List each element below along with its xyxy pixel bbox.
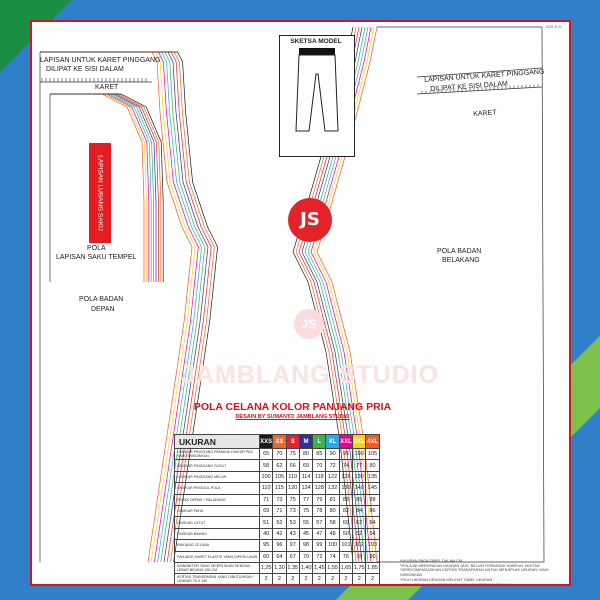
size-value-cell: 98 <box>299 540 312 551</box>
size-value-cell: 2 <box>313 574 326 585</box>
size-header-cell: 4XL <box>366 435 379 449</box>
legend-title: POLA CELANA KOLOR PANJANG PRIA <box>193 401 392 413</box>
size-row-label: KAIN/METER YANG DIPERLUKAN DENGAN LEBAR BIDANG 150 CM <box>175 562 260 573</box>
size-value-cell: 86 <box>366 505 379 516</box>
size-value-cell: 74 <box>339 460 352 471</box>
size-header-cell: M <box>299 435 312 449</box>
size-value-cell: 64 <box>366 517 379 528</box>
size-value-cell: 99 <box>313 540 326 551</box>
note-line: UNTUK PEMAKAIAN PRIBADI, DILARANG DIPERJUALBELIKAN <box>400 582 513 586</box>
size-value-cell: 76 <box>339 551 352 562</box>
size-value-cell: 58 <box>260 460 273 471</box>
size-value-cell: 2 <box>273 574 286 585</box>
size-value-cell: 53 <box>286 517 299 528</box>
size-value-cell: 51 <box>260 517 273 528</box>
size-value-cell: 67 <box>286 551 299 562</box>
size-header-cell: XL <box>326 435 339 449</box>
sketch-title: SKETSA MODEL <box>290 38 342 45</box>
size-value-cell: 66 <box>286 460 299 471</box>
size-value-cell: 1,55 <box>326 562 339 573</box>
size-value-cell: 145 <box>366 483 379 494</box>
pattern-paper <box>30 20 571 586</box>
size-value-cell: 126 <box>339 471 352 482</box>
size-value-cell: 136 <box>339 483 352 494</box>
size-value-cell: 110 <box>260 483 273 494</box>
size-value-cell: 105 <box>366 449 379 460</box>
size-value-cell: 80 <box>366 460 379 471</box>
size-value-cell: 110 <box>286 471 299 482</box>
size-header-cell: XXS <box>260 435 273 449</box>
size-value-cell: 74 <box>326 551 339 562</box>
size-value-cell: 77 <box>353 460 366 471</box>
size-value-cell: 73 <box>286 505 299 516</box>
size-value-cell: 2 <box>366 574 379 585</box>
size-value-cell: 45 <box>299 528 312 539</box>
size-value-cell: 47 <box>313 528 326 539</box>
size-value-cell: 70 <box>313 460 326 471</box>
size-header-cell: 3XL <box>353 435 366 449</box>
notes-block <box>400 559 565 586</box>
size-value-cell: 72 <box>313 551 326 562</box>
size-value-cell: 124 <box>299 483 312 494</box>
size-value-cell: 80 <box>299 449 312 460</box>
size-value-cell: 115 <box>273 483 286 494</box>
size-value-cell: 64 <box>273 551 286 562</box>
size-row-label: LINGKAR PAHA <box>175 505 260 516</box>
size-value-cell: 132 <box>326 483 339 494</box>
size-value-cell: 84 <box>353 505 366 516</box>
size-table-row <box>175 471 380 482</box>
back-karet-label: KARET <box>473 109 497 118</box>
front-karet-label: KARET <box>95 84 119 91</box>
size-row-label: PESAK DEPAN + BELAKANG <box>175 494 260 505</box>
size-value-cell: 128 <box>313 483 326 494</box>
size-table-row <box>175 562 380 573</box>
size-value-cell: 120 <box>286 483 299 494</box>
size-value-cell: 73 <box>273 494 286 505</box>
size-value-cell: 1,75 <box>353 562 366 573</box>
size-table-header-row <box>175 435 380 449</box>
size-table-row <box>175 483 380 494</box>
size-row-label: LINGKAR BAWAH <box>175 528 260 539</box>
size-value-cell: 1,40 <box>299 562 312 573</box>
size-value-cell: 1,25 <box>260 562 273 573</box>
size-value-cell: 88 <box>366 494 379 505</box>
back-body-label-1: POLA BADAN <box>437 248 482 255</box>
size-value-cell: 71 <box>260 494 273 505</box>
size-value-cell: 43 <box>286 528 299 539</box>
size-table-row <box>175 540 380 551</box>
pocket-facing-label-1: POLA <box>87 245 106 252</box>
size-row-label: LINGKAR LUTUT <box>175 517 260 528</box>
size-value-cell: 85 <box>313 449 326 460</box>
size-value-cell: 60 <box>339 517 352 528</box>
header-mark: SIZE 8 XL <box>546 25 562 29</box>
watermark-logo-text: JS <box>301 317 317 331</box>
size-header-cell: S <box>286 435 299 449</box>
size-table <box>174 434 380 586</box>
size-value-cell: 40 <box>260 528 273 539</box>
legend-subtitle: DESAIN BY SUMANTO JAMBLANG STUDIO <box>235 414 350 420</box>
size-value-cell: 135 <box>366 471 379 482</box>
size-value-cell: 1,45 <box>313 562 326 573</box>
size-value-cell: 100 <box>353 449 366 460</box>
size-value-cell: 105 <box>273 471 286 482</box>
size-value-cell: 75 <box>286 449 299 460</box>
front-waistband-note-1: LAPISAN UNTUK KARET PINGGANG <box>40 57 161 64</box>
size-value-cell: 75 <box>299 505 312 516</box>
size-value-cell: 50 <box>339 528 352 539</box>
note-line: *DIREKOMENDASIKAN KERTAS TRANSPARAN UNTUK MENJIPLAK UKURAN YANG DIINGINKAN <box>400 568 549 578</box>
watermark-text: JAMBLANG STUDIO <box>180 361 440 389</box>
size-value-cell: 96 <box>273 540 286 551</box>
note-line: *UKURAN PADA TABEL DALAM CM <box>400 559 463 563</box>
size-value-cell: 114 <box>299 471 312 482</box>
size-value-cell: 85 <box>353 494 366 505</box>
size-value-cell: 72 <box>326 460 339 471</box>
size-table-row <box>175 505 380 516</box>
size-value-cell: 122 <box>326 471 339 482</box>
size-value-cell: 62 <box>273 460 286 471</box>
front-body-label-1: POLA BADAN <box>79 296 124 303</box>
size-table-row <box>175 494 380 505</box>
size-row-label: LINGKAR PINGGANG PEMAKAI DIUKUR PAS YANG DIINGINKAN <box>175 449 260 460</box>
size-value-cell: 69 <box>260 505 273 516</box>
size-value-cell: 80 <box>366 551 379 562</box>
front-size-outline <box>40 52 195 562</box>
size-table-header: UKURAN <box>175 435 260 449</box>
size-value-cell: 1,35 <box>286 562 299 573</box>
size-value-cell: 2 <box>299 574 312 585</box>
size-value-cell: 101 <box>339 540 352 551</box>
size-row-label: PANJANG CELANA <box>175 540 260 551</box>
size-row-label: LINGKAR PINGGANG SUSUT <box>175 460 260 471</box>
size-table-row <box>175 460 380 471</box>
size-table-row <box>175 517 380 528</box>
pocket-lining-label-wrap <box>91 149 109 237</box>
size-header-cell: L <box>313 435 326 449</box>
size-value-cell: 1,65 <box>339 562 352 573</box>
size-value-cell: 1,85 <box>366 562 379 573</box>
front-body-label-2: DEPAN <box>91 306 115 313</box>
js-logo-text: JS <box>300 209 320 230</box>
size-row-label: LINGKAR PINGGUL POLA <box>175 483 260 494</box>
sketch-box <box>279 35 355 157</box>
size-value-cell: 70 <box>299 551 312 562</box>
size-header-cell: XXL <box>339 435 352 449</box>
pants-sketch-icon <box>280 36 354 156</box>
size-value-cell: 54 <box>366 528 379 539</box>
size-value-cell: 58 <box>326 517 339 528</box>
note-line: *POLA INI MERUPAKAN UKURAN JADI, BELUM TERMASUK KAMPUH JAHITAN <box>400 563 540 568</box>
size-value-cell: 82 <box>339 505 352 516</box>
size-value-cell: 55 <box>299 517 312 528</box>
pocket-facing-label-2: LAPISAN SAKU TEMPEL <box>56 254 137 261</box>
back-body-outline <box>377 27 544 562</box>
size-value-cell: 52 <box>273 517 286 528</box>
size-value-cell: 2 <box>353 574 366 585</box>
size-value-cell: 42 <box>273 528 286 539</box>
size-value-cell: 102 <box>353 540 366 551</box>
size-value-cell: 103 <box>366 540 379 551</box>
size-value-cell: 81 <box>326 494 339 505</box>
pocket-lining-label: LAPISAN LUBANG SAKU <box>96 155 104 231</box>
size-value-cell: 57 <box>313 517 326 528</box>
size-value-cell: 2 <box>286 574 299 585</box>
size-value-cell: 2 <box>339 574 352 585</box>
back-waistband-note-2: DILIPAT KE SISI DALAM <box>430 80 509 93</box>
size-value-cell: 69 <box>299 460 312 471</box>
size-value-cell: 97 <box>286 540 299 551</box>
size-value-cell: 2 <box>260 574 273 585</box>
size-value-cell: 95 <box>339 449 352 460</box>
size-table-body <box>175 449 380 586</box>
size-value-cell: 78 <box>313 505 326 516</box>
size-table-row <box>175 551 380 562</box>
size-value-cell: 130 <box>353 471 366 482</box>
size-value-cell: 79 <box>313 494 326 505</box>
size-value-cell: 62 <box>353 517 366 528</box>
size-row-label: PANJANG KARET ELASTIK YANG DIPERLUKAN <box>175 551 260 562</box>
size-value-cell: 75 <box>286 494 299 505</box>
size-header-cell: XS <box>273 435 286 449</box>
size-value-cell: 71 <box>273 505 286 516</box>
back-waistband-note-1: LAPISAN UNTUK KARET PINGGANG <box>424 68 545 84</box>
size-value-cell: 95 <box>260 540 273 551</box>
size-value-cell: 140 <box>353 483 366 494</box>
size-value-cell: 100 <box>260 471 273 482</box>
back-body-label-2: BELAKANG <box>442 257 480 264</box>
size-value-cell: 90 <box>326 449 339 460</box>
size-value-cell: 100 <box>326 540 339 551</box>
front-waistband-note-2: DILIPAT KE SISI DALAM <box>46 66 124 73</box>
size-value-cell: 2 <box>326 574 339 585</box>
size-value-cell: 1,30 <box>273 562 286 573</box>
size-value-cell: 48 <box>326 528 339 539</box>
size-value-cell: 78 <box>353 551 366 562</box>
size-value-cell: 52 <box>353 528 366 539</box>
size-row-label: LINGKAR PINGGANG MELAR <box>175 471 260 482</box>
size-value-cell: 77 <box>299 494 312 505</box>
size-value-cell: 60 <box>260 551 273 562</box>
note-line: *PILIH UKURAN DENGAN MELIHAT TABEL UKURAN <box>400 577 493 582</box>
size-row-label: KERTAS TRANSPARAN YANG DIBUTUHKAN / LEMBAR 75 X 190 <box>175 574 260 585</box>
size-value-cell: 118 <box>313 471 326 482</box>
size-value-cell: 70 <box>273 449 286 460</box>
size-value-cell: 80 <box>326 505 339 516</box>
size-table-row <box>175 528 380 539</box>
size-table-row <box>175 449 380 460</box>
size-value-cell: 83 <box>339 494 352 505</box>
size-value-cell: 65 <box>260 449 273 460</box>
size-table-row <box>175 574 380 585</box>
